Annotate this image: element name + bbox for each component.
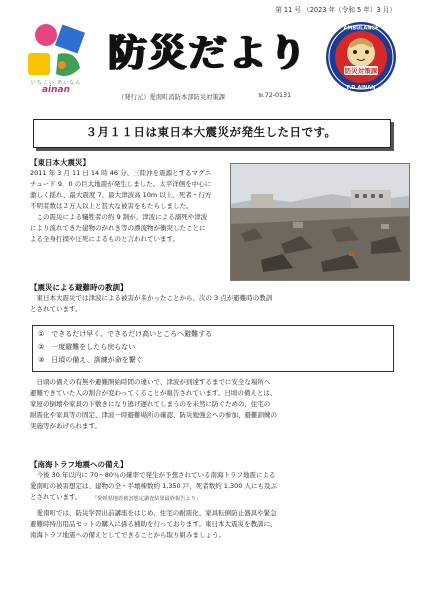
paragraph-line: 東日本大震災では津波による被害が多かったことから、次の 3 点が避難時の教訓: [30, 294, 273, 302]
issue-number: 第 11 号 （2023 年（令和 5 年）3 月）: [275, 6, 396, 14]
lesson-item-3: ③ 日頃の備え、訓練が命を繋ぐ: [38, 356, 143, 364]
paragraph-line: よる全身打撲や圧死によるものと言われています。: [30, 235, 179, 243]
lesson-item-2: ② 一度避難をしたら戻らない: [38, 343, 136, 351]
section-body-nankai-2: [30, 508, 400, 541]
section-body-nankai-1: [30, 470, 400, 503]
paragraph-line: 避難時持出用品セットの購入に係る補助を行っております。東日本大震災を教訓に、: [30, 520, 277, 528]
paragraph-line: により流れてきた建物のがれき等の漂流物が衝突したことに: [30, 224, 206, 232]
section-intro-lessons: [30, 293, 400, 315]
paragraph-line: チュード 9．0 の巨大地震が発生しました。太平洋側を中心に: [30, 180, 212, 188]
section-heading-great-east-japan-earthquake: 【東日本大震災】: [30, 158, 90, 167]
section-heading-nankai-trough: 【南海トラフ地震への備え】: [30, 460, 128, 469]
town-logo-text: ainan: [41, 85, 71, 95]
section-heading-evacuation-lessons: 【震災による避難時の教訓】: [30, 283, 128, 292]
section-body-preparedness: [30, 377, 400, 432]
tsunami-damage-photo: [230, 163, 410, 281]
badge-top-text: AMBULANCE: [343, 25, 379, 32]
paragraph-line: 実施等があげられます。: [30, 422, 101, 430]
telephone: ℡72-0131: [258, 92, 292, 99]
paragraph-line: 南海トラフ地震への備えとしてできることから取り組みましょう。: [30, 531, 225, 539]
paragraph-line: 2011 年 3 月 11 日 14 時 46 分、三陸沖を震源とするマグニ: [30, 169, 211, 177]
publisher: （発行元）愛南町消防本部防災対策課: [118, 94, 226, 101]
paragraph-line: この震災による犠牲者の約 9 割が、津波による溺死や津波: [30, 213, 208, 221]
paragraph-line: 愛南町の被害想定は、建物の全・半壊棟数約 1,350 戸、死者数約 1,300 人にも及ぶ: [30, 482, 277, 490]
paragraph-line: 今後 30 年以内に 70～80％の確率で発生が予想されている南海トラフ地震による: [30, 471, 276, 479]
paragraph-line: 耐震化や家具等の固定、津波一時避難場所の確認、防災勉強会への参加、避難訓練の: [30, 411, 277, 419]
paragraph-line: 激しく揺れ、最大震度 7、最大津波高 10m 以上、死者・行方: [30, 191, 212, 199]
paragraph-line: 愛南町では、防災学習出前講座をはじめ、住宅の耐震化、家具転倒防止器具や緊急: [30, 509, 277, 517]
section-body-earthquake: [30, 168, 226, 245]
town-logo: [18, 20, 94, 86]
badge-label: 防災対策課: [344, 67, 378, 75]
fire-department-badge: [324, 20, 398, 94]
paragraph-line: 避難できていた人の割合が変わってくることが報告されています。日頃の備えとは、: [30, 389, 277, 397]
headline: ３月１１日は東日本大震災が発生した日です。: [85, 125, 337, 139]
town-tagline: いちこい あいなん: [30, 80, 82, 86]
badge-bottom-text: F.D.AINAN: [346, 85, 376, 91]
paragraph-line: 家屋の倒壊や家具の下敷きになり逃げ遅れてしまうのを未然に防ぐための、住宅の: [30, 400, 271, 408]
paragraph-line: とされています。: [30, 305, 82, 313]
lesson-item-1: ① できるだけ早く、できるだけ高いところへ避難する: [38, 330, 213, 338]
paragraph-line: とされています。: [30, 493, 82, 501]
source-citation: 「愛媛県地震被害想定調査結果最終報告より」: [92, 496, 201, 502]
paragraph-line: 日頃の備えの有無や避難開始時間の違いで、津波が到達するまでに安全な場所へ: [30, 378, 271, 386]
newsletter-title: 防災だより: [108, 31, 309, 75]
paragraph-line: 不明者数は２万人以上と甚大な被害をもたらしました。: [30, 202, 193, 210]
